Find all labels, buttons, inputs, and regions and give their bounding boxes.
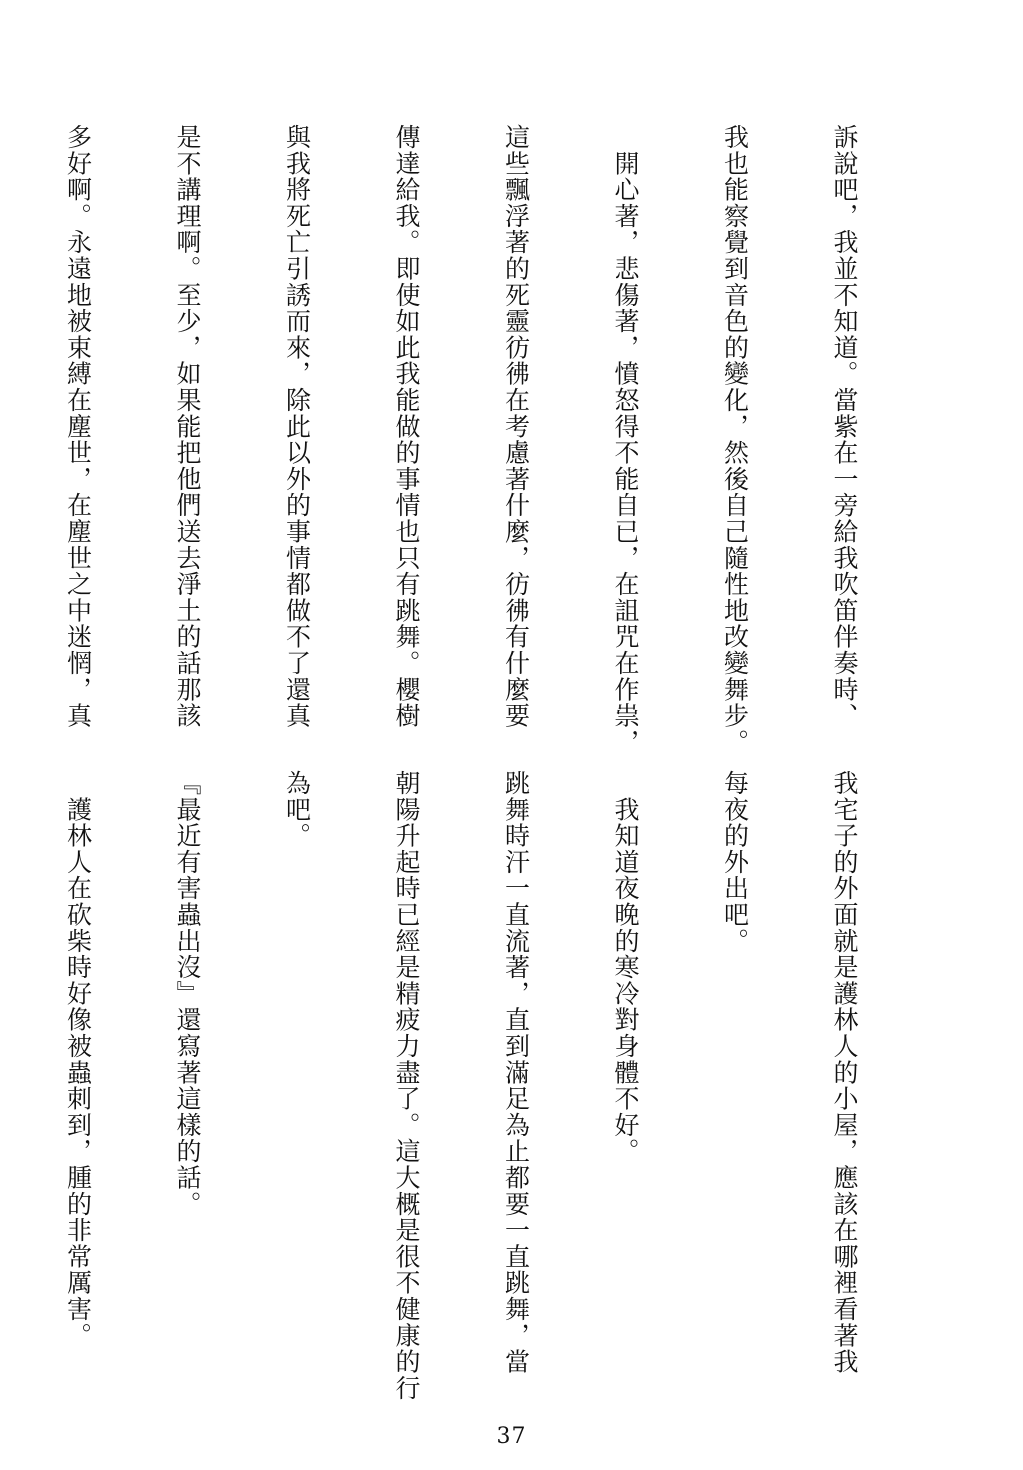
text-block-bottom bbox=[0, 770, 935, 1402]
text-column: 為吧。 bbox=[282, 770, 312, 849]
text-column: 朝陽升起時已經是精疲力盡了。這大概是很不健康的行 bbox=[392, 770, 421, 1402]
text-column: 訴說吧，我並不知道。當紫在一旁給我吹笛伴奏時、 bbox=[830, 124, 859, 729]
text-column: 『最近有害蟲出沒』還寫著這樣的話。 bbox=[173, 770, 202, 1218]
text-column: 傳達給我。即使如此我能做的事情也只有跳舞。櫻樹 bbox=[392, 124, 421, 729]
text-column: 我知道夜晚的寒冷對身體不好。 bbox=[611, 770, 640, 1165]
text-column: 每夜的外出吧。 bbox=[720, 770, 750, 955]
text-column: 護林人在砍柴時好像被蟲刺到，腫的非常厲害。 bbox=[63, 770, 93, 1349]
text-column: 我也能察覺到音色的變化，然後自己隨性地改變舞步。 bbox=[720, 124, 750, 756]
text-column: 這些飄浮著的死靈彷彿在考慮著什麼，彷彿有什麼要 bbox=[501, 124, 531, 729]
page-number: 37 bbox=[496, 1424, 527, 1449]
text-column: 跳舞時汗一直流著，直到滿足為止都要一直跳舞，當 bbox=[501, 770, 531, 1375]
text-column: 與我將死亡引誘而來，除此以外的事情都做不了還真 bbox=[282, 124, 312, 729]
text-block-top bbox=[0, 124, 935, 756]
text-column: 多好啊。永遠地被束縛在塵世，在塵世之中迷惘，真 bbox=[63, 124, 93, 729]
text-column: 是不講理啊。至少，如果能把他們送去淨土的話那該 bbox=[173, 124, 202, 729]
text-column: 我宅子的外面就是護林人的小屋，應該在哪裡看著我 bbox=[830, 770, 859, 1375]
text-column: 開心著，悲傷著，憤怒得不能自已，在詛咒在作祟， bbox=[611, 124, 640, 756]
